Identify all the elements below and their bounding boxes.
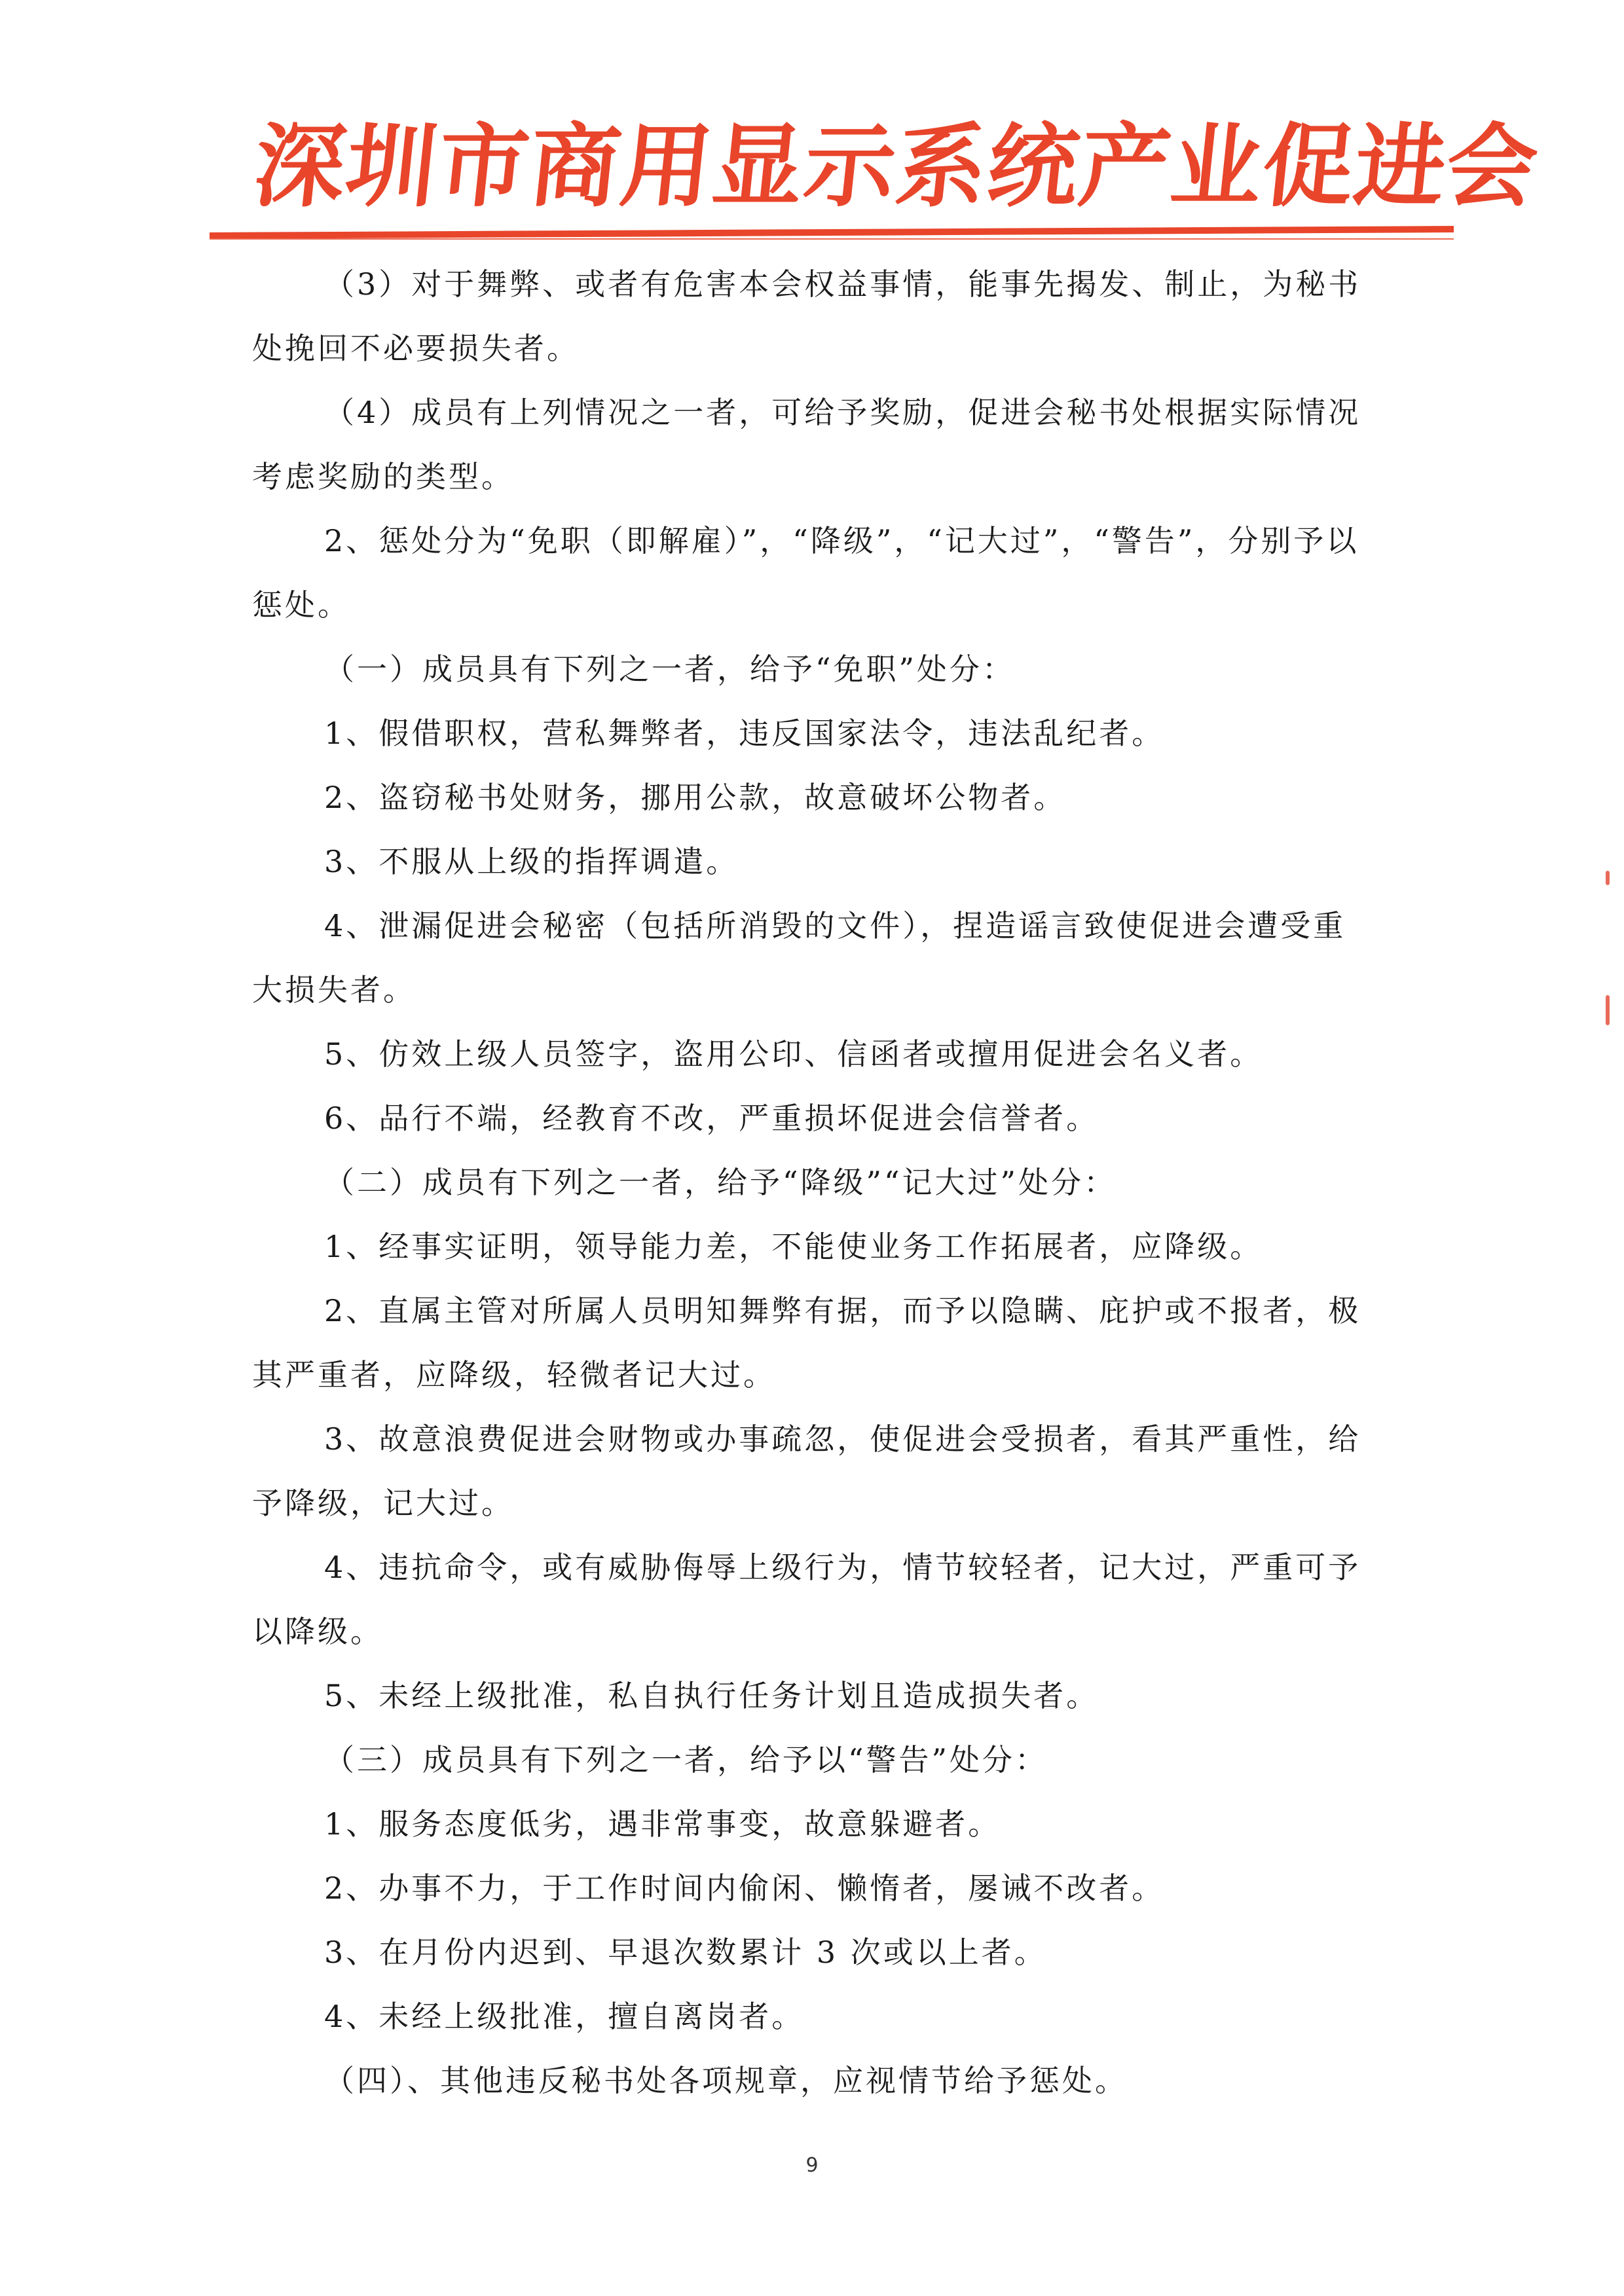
section-heading: （一）成员具有下列之一者，给予“免职”处分： bbox=[324, 651, 1016, 687]
list-item: 1、假借职权，营私舞弊者，违反国家法令，违法乱纪者。 bbox=[324, 716, 1165, 751]
list-item: 2、直属主管对所属人员明知舞弊有据，而予以隐瞒、庇护或不报者，极其严重者，应降级，轻微者记大过。 bbox=[252, 1293, 1361, 1393]
paragraph: （4）成员有上列情况之一者，可给予奖励，促进会秘书处根据实际情况考虑奖励的类型。 bbox=[252, 395, 1361, 494]
scan-edge-mark bbox=[1606, 995, 1610, 1025]
list-item: 3、故意浪费促进会财物或办事疏忽，使促进会受损者，看其严重性，给予降级，记大过。 bbox=[252, 1421, 1361, 1521]
list-item: 4、泄漏促进会秘密（包括所消毁的文件），捏造谣言致使促进会遭受重大损失者。 bbox=[252, 908, 1346, 1008]
list-item: 6、品行不端，经教育不改，严重损坏促进会信誉者。 bbox=[324, 1101, 1099, 1136]
paragraph: 2、惩处分为“免职（即解雇）”，“降级”，“记大过”，“警告”，分别予以惩处。 bbox=[252, 523, 1359, 623]
list-item: 1、服务态度低劣，遇非常事变，故意躲避者。 bbox=[324, 1806, 1001, 1842]
paragraph: （3）对于舞弊、或者有危害本会权益事情，能事先揭发、制止，为秘书处挽回不必要损失者。 bbox=[252, 266, 1361, 366]
page-number: 9 bbox=[805, 2154, 819, 2177]
section-heading: （四）、其他违反秘书处各项规章，应视情节给予惩处。 bbox=[324, 2063, 1128, 2098]
list-item: 2、盗窃秘书处财务，挪用公款，故意破坏公物者。 bbox=[324, 780, 1067, 815]
letterhead-rule bbox=[210, 226, 1454, 239]
list-item: 5、未经上级批准，私自执行任务计划且造成损失者。 bbox=[324, 1678, 1099, 1713]
scan-edge-mark bbox=[1606, 871, 1610, 885]
section-heading: （二）成员有下列之一者，给予“降级”“记大过”处分： bbox=[324, 1165, 1117, 1200]
list-item: 1、经事实证明，领导能力差，不能使业务工作拓展者，应降级。 bbox=[324, 1229, 1263, 1264]
letterhead bbox=[196, 98, 1544, 249]
list-item: 2、办事不力，于工作时间内偷闲、懒惰者，屡诫不改者。 bbox=[324, 1870, 1165, 1906]
list-item: 4、未经上级批准，擅自离岗者。 bbox=[324, 1999, 805, 2034]
list-item: 5、仿效上级人员签字，盗用公印、信函者或擅用促进会名义者。 bbox=[324, 1036, 1263, 1072]
document-body bbox=[252, 252, 1378, 2113]
letterhead-rule-thin bbox=[210, 238, 1454, 240]
list-item: 3、不服从上级的指挥调遣。 bbox=[324, 844, 739, 879]
section-heading: （三）成员具有下列之一者，给予以“警告”处分： bbox=[324, 1742, 1048, 1777]
list-item: 4、违抗命令，或有威胁侮辱上级行为，情节较轻者，记大过，严重可予以降级。 bbox=[252, 1550, 1361, 1649]
list-item: 3、在月份内迟到、早退次数累计 3 次或以上者。 bbox=[324, 1935, 1047, 1970]
letterhead-title: 深圳市商用显示系统产业促进会 bbox=[249, 114, 1544, 219]
